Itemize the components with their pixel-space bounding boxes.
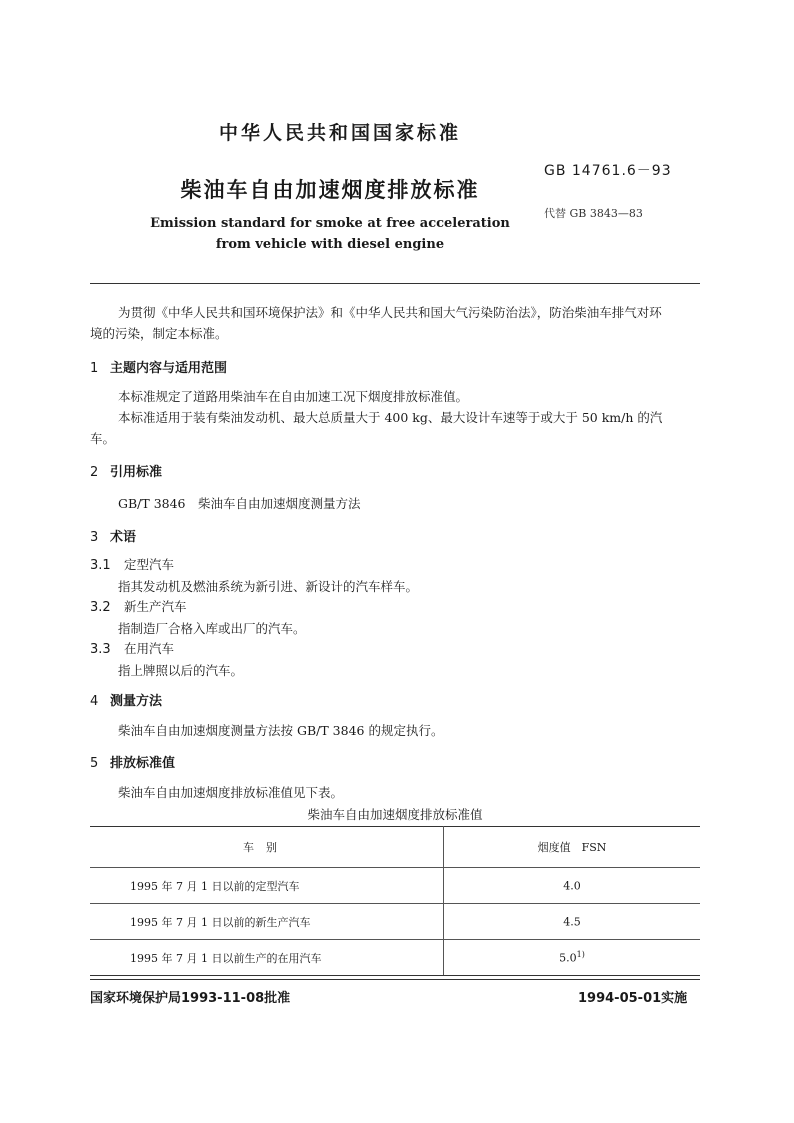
standard-code: GB 14761.6－93 xyxy=(544,163,672,179)
section5-body: 柴油车自由加速烟度排放标准值见下表。 xyxy=(118,785,344,800)
section3-title: 术语 xyxy=(110,530,137,545)
term-3-2 xyxy=(90,596,702,639)
term-3-1 xyxy=(90,554,702,597)
term-number: 3.1 xyxy=(90,558,111,573)
header-vehicle-category: 车别 xyxy=(90,827,444,868)
term-definition: 指上牌照以后的汽车。 xyxy=(118,663,244,678)
section1-p2-line2: 车。 xyxy=(90,431,116,446)
section4-title: 测量方法 xyxy=(110,694,163,709)
header-divider xyxy=(90,283,700,284)
vehicle-category-cell: 1995 年 7 月 1 日以前的定型汽车 xyxy=(90,868,444,904)
term-number: 3.2 xyxy=(90,600,111,615)
section5-title: 排放标准值 xyxy=(110,756,176,771)
smoke-value-cell: 4.5 xyxy=(444,904,701,940)
section1-heading xyxy=(90,357,227,376)
section5-number: 5 xyxy=(90,756,99,771)
english-title-line1: Emission standard for smoke at free acceleration xyxy=(150,216,510,231)
national-standard-title: 中华人民共和国国家标准 xyxy=(218,122,461,144)
section4-body: 柴油车自由加速烟度测量方法按 GB/T 3846 的规定执行。 xyxy=(118,723,444,738)
table-row xyxy=(90,868,700,904)
term-name: 定型汽车 xyxy=(124,557,175,572)
term-name: 在用汽车 xyxy=(124,641,175,656)
standard-title: 柴油车自由加速烟度排放标准 xyxy=(180,178,480,202)
table-row xyxy=(90,940,700,976)
footer-divider xyxy=(90,979,700,980)
emission-standard-table xyxy=(90,826,700,976)
term-definition: 指其发动机及燃油系统为新引进、新设计的汽车样车。 xyxy=(118,579,419,594)
english-title-line2: from vehicle with diesel engine xyxy=(215,237,445,252)
section2-title: 引用标准 xyxy=(110,465,163,480)
section2-number: 2 xyxy=(90,465,99,480)
section3-number: 3 xyxy=(90,530,99,545)
section2-reference: GB/T 3846 柴油车自由加速烟度测量方法 xyxy=(118,496,361,511)
term-number: 3.3 xyxy=(90,642,111,657)
section1-p2-line1: 本标准适用于装有柴油发动机、最大总质量大于 400 kg、最大设计车速等于或大于 50 km/h 的汽 xyxy=(118,410,663,425)
intro-paragraph xyxy=(90,302,702,344)
section5-heading xyxy=(90,752,175,771)
vehicle-category-cell: 1995 年 7 月 1 日以前生产的在用汽车 xyxy=(90,940,444,976)
section1-body xyxy=(90,386,702,449)
section2-heading xyxy=(90,461,162,480)
term-name: 新生产汽车 xyxy=(124,599,187,614)
smoke-value-cell: 4.0 xyxy=(444,868,701,904)
table-caption: 柴油车自由加速烟度排放标准值 xyxy=(307,807,483,822)
section4-heading xyxy=(90,690,162,709)
effective-date: 1994-05-01实施 xyxy=(578,991,688,1006)
smoke-value-cell: 5.0$^{1)}$ xyxy=(444,940,701,976)
header-smoke-value: 烟度值 FSN xyxy=(444,827,701,868)
term-definition: 指制造厂合格入库或出厂的汽车。 xyxy=(118,621,306,636)
footnote-marker: 1) xyxy=(576,950,585,960)
vehicle-category-cell: 1995 年 7 月 1 日以前的新生产汽车 xyxy=(90,904,444,940)
section1-number: 1 xyxy=(90,361,99,376)
section4-number: 4 xyxy=(90,694,99,709)
table-row xyxy=(90,904,700,940)
replaces-note: 代替 GB 3843—83 xyxy=(544,207,643,220)
section1-p1: 本标准规定了道路用柴油车在自由加速工况下烟度排放标准值。 xyxy=(118,389,469,404)
intro-line2: 境的污染，制定本标准。 xyxy=(90,326,228,341)
approval-statement: 国家环境保护局1993-11-08批准 xyxy=(90,991,291,1006)
section1-title: 主题内容与适用范围 xyxy=(110,361,228,376)
section3-heading xyxy=(90,526,136,545)
term-3-3 xyxy=(90,638,702,681)
intro-line1: 为贯彻《中华人民共和国环境保护法》和《中华人民共和国大气污染防治法》，防治柴油车排气对环 xyxy=(118,305,662,320)
table-header-row xyxy=(90,827,700,868)
